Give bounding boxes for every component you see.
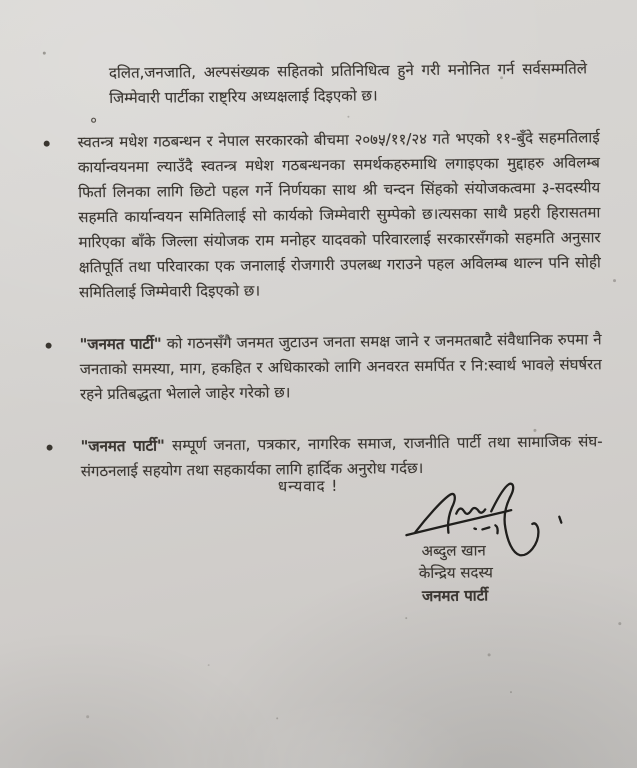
paper-speck — [208, 664, 210, 666]
bullet-text: सम्पूर्ण जनता, पत्रकार, नागरिक समाज, राजनीति पार्टी तथा सामाजिक संघ-संगठनलाई सहयोग तथा सहकार्यका लागि हार्दिक अनुरोध गर्दछ। — [80, 432, 603, 481]
paper-speck — [500, 76, 503, 79]
bullet-text: स्वतन्त्र मधेश गठबन्धन र नेपाल सरकारको बीचमा २०७५/११/२४ गते भएको ११-बुँदे सहमतिलाई कार्यान्वयनमा ल्याउँदै स्वतन्त्र मधेश गठबन्धनका समर्थकहरुमाथि लगाइएका मुद्दाहरु अविलम्ब फिर्ता लिनका लागि छिटो पहल गर्ने निर्णयका साथ श्री चन्दन सिंहको संयोजकत्वमा ३-सदस्यीय सहमति कार्यान्वयन समितिलाई सो कार्यको जिम्मेवारी सुम्पेको छ।त्यसका साथै प्रहरी हिरासतमा मारिएका बाँके जिल्ला संयोजक राम मनोहर यादवको परिवारलाई सरकारसँगको सहमति अनुसार क्षतिपूर्ति तथा परिवारका एक जनालाई रोजगारी उपलब्ध गराउने पहल अविलम्ब थाल्न पनि सोही समितिलाई जिम्मेवारी दिइएको छ। — [77, 128, 601, 302]
closing-text: धन्यवाद ! — [277, 476, 339, 496]
bullet-lead-text: "जनमत पार्टी" — [80, 436, 165, 456]
bullet-icon — [44, 141, 50, 147]
intro-paragraph: दलित,जनजाति, अल्पसंख्यक सहितको प्रतिनिधित्व हुने गरी मनोनित गर्न सर्वसम्मतिले जिम्मेवारी पार्टीका राष्ट्रिय अध्यक्षलाई दिइएको छ। — [108, 59, 588, 107]
bullet-icon — [46, 343, 52, 349]
paper-speck — [571, 441, 573, 443]
signatory-party: जनमत पार्टी — [421, 586, 489, 606]
bullet-lead-text: "जनमत पार्टी" — [79, 334, 162, 354]
paper-speck — [618, 622, 621, 625]
signatory-name: अब्दुल खान — [421, 541, 486, 561]
paper-speck — [533, 429, 536, 432]
paper-speck — [510, 691, 512, 693]
paper-speck — [405, 617, 407, 619]
stray-circle-mark: ० — [90, 113, 97, 128]
bullet-text: को गठनसँगै जनमत जुटाउन जनता समक्ष जाने र जनमतबाटै संवैधानिक रुपमा नै जनताको समस्या, माग, हकहित र अधिकारको लागि अनवरत समर्पित र नि:स्वार्थ भावले संघर्षरत रहने प्रतिबद्धता भेलाले जाहेर गरेको छ। — [79, 330, 602, 404]
paper-speck — [43, 52, 46, 55]
bullet-list — [43, 125, 604, 511]
bullet-icon — [47, 445, 53, 451]
signatory-role: केन्द्रिय सदस्य — [418, 563, 494, 583]
list-item — [44, 327, 602, 407]
list-item — [43, 125, 602, 305]
paper-speck — [613, 279, 616, 282]
paper-speck — [276, 717, 278, 719]
paper-speck — [550, 369, 553, 372]
paper-speck — [86, 715, 89, 718]
signature-block — [399, 479, 590, 621]
paper-speck — [347, 116, 349, 118]
paper-speck — [488, 653, 491, 656]
